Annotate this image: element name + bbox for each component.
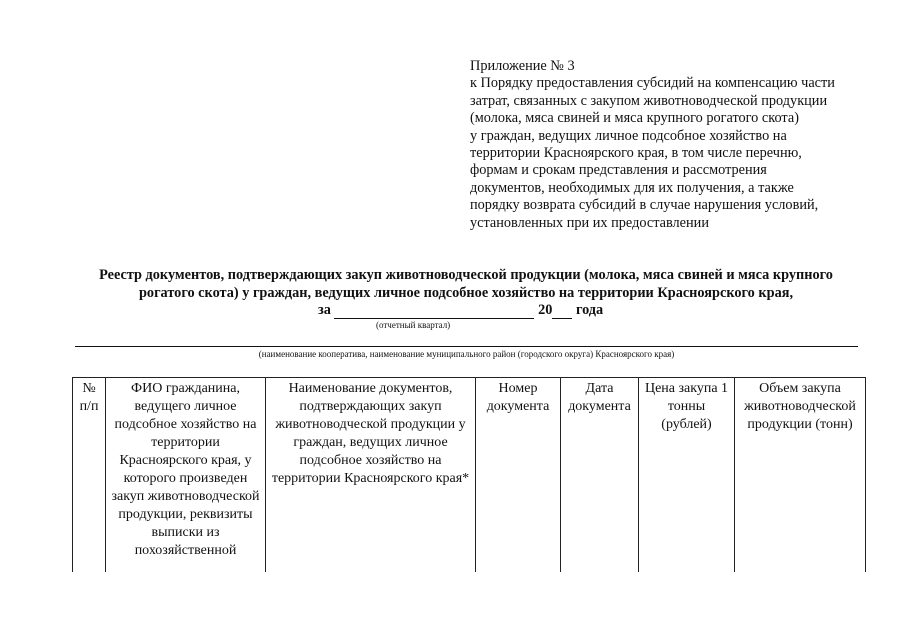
appendix-line: документов, необходимых для их получения, а также xyxy=(470,179,794,196)
header-cell-doc-number: Номер документа xyxy=(476,378,561,574)
title-line: Реестр документов, подтверждающих закуп животноводческой продукции (молока, мяса свиней и мяса крупного xyxy=(99,267,833,283)
appendix-line: установленных при их предоставлении xyxy=(470,214,709,231)
period-line xyxy=(318,302,603,319)
appendix-line: к Порядку предоставления субсидий на компенсацию части xyxy=(470,75,835,92)
period-suffix: года xyxy=(575,302,604,318)
page-bottom-margin xyxy=(0,572,905,640)
cooperative-caption: (наименование кооператива, наименование муниципального район (городского округа) Красноярского края) xyxy=(258,349,675,359)
header-cell-number: № п/п xyxy=(73,378,106,574)
appendix-block xyxy=(470,58,890,232)
document-title xyxy=(60,266,872,302)
year-prefix: 20 xyxy=(538,302,553,318)
appendix-line: у граждан, ведущих личное подсобное хозяйство на xyxy=(470,127,787,144)
registry-table xyxy=(72,377,866,574)
cooperative-blank-line xyxy=(75,346,858,347)
appendix-heading: Приложение № 3 xyxy=(470,58,575,74)
header-cell-documents: Наименование документов, подтверждающих закуп животноводческой продукции у граждан, ведущих личное подсобное хозяйство на территории Красноярского края* xyxy=(266,378,476,574)
appendix-line: формам и срокам представления и рассмотрения xyxy=(470,162,767,179)
period-prefix: за xyxy=(318,302,331,318)
title-line: рогатого скота) у граждан, ведущих личное подсобное хозяйство на территории Красноярского края, xyxy=(138,285,794,301)
appendix-line: (молока, мяса свиней и мяса крупного рогатого скота) xyxy=(470,110,799,127)
appendix-line: затрат, связанных с закупом животноводческой продукции xyxy=(470,92,828,109)
quarter-blank xyxy=(334,304,534,319)
appendix-line: порядку возврата субсидий в случае нарушения условий, xyxy=(470,197,819,214)
table-header-row xyxy=(73,378,866,574)
header-cell-doc-date: Дата документа xyxy=(561,378,639,574)
period-caption: (отчетный квартал) xyxy=(376,320,451,330)
appendix-line: территории Красноярского края, в том числе перечню, xyxy=(470,145,802,162)
year-blank xyxy=(552,304,572,319)
header-cell-price: Цена закупа 1 тонны (рублей) xyxy=(639,378,735,574)
header-cell-citizen: ФИО гражданина, ведущего личное подсобное хозяйство на территории Красноярского края, у которого произведен закуп животноводческой продукции, реквизиты выписки из похозяйственной xyxy=(106,378,266,574)
header-cell-volume: Объем закупа животноводческой продукции (тонн) xyxy=(735,378,866,574)
